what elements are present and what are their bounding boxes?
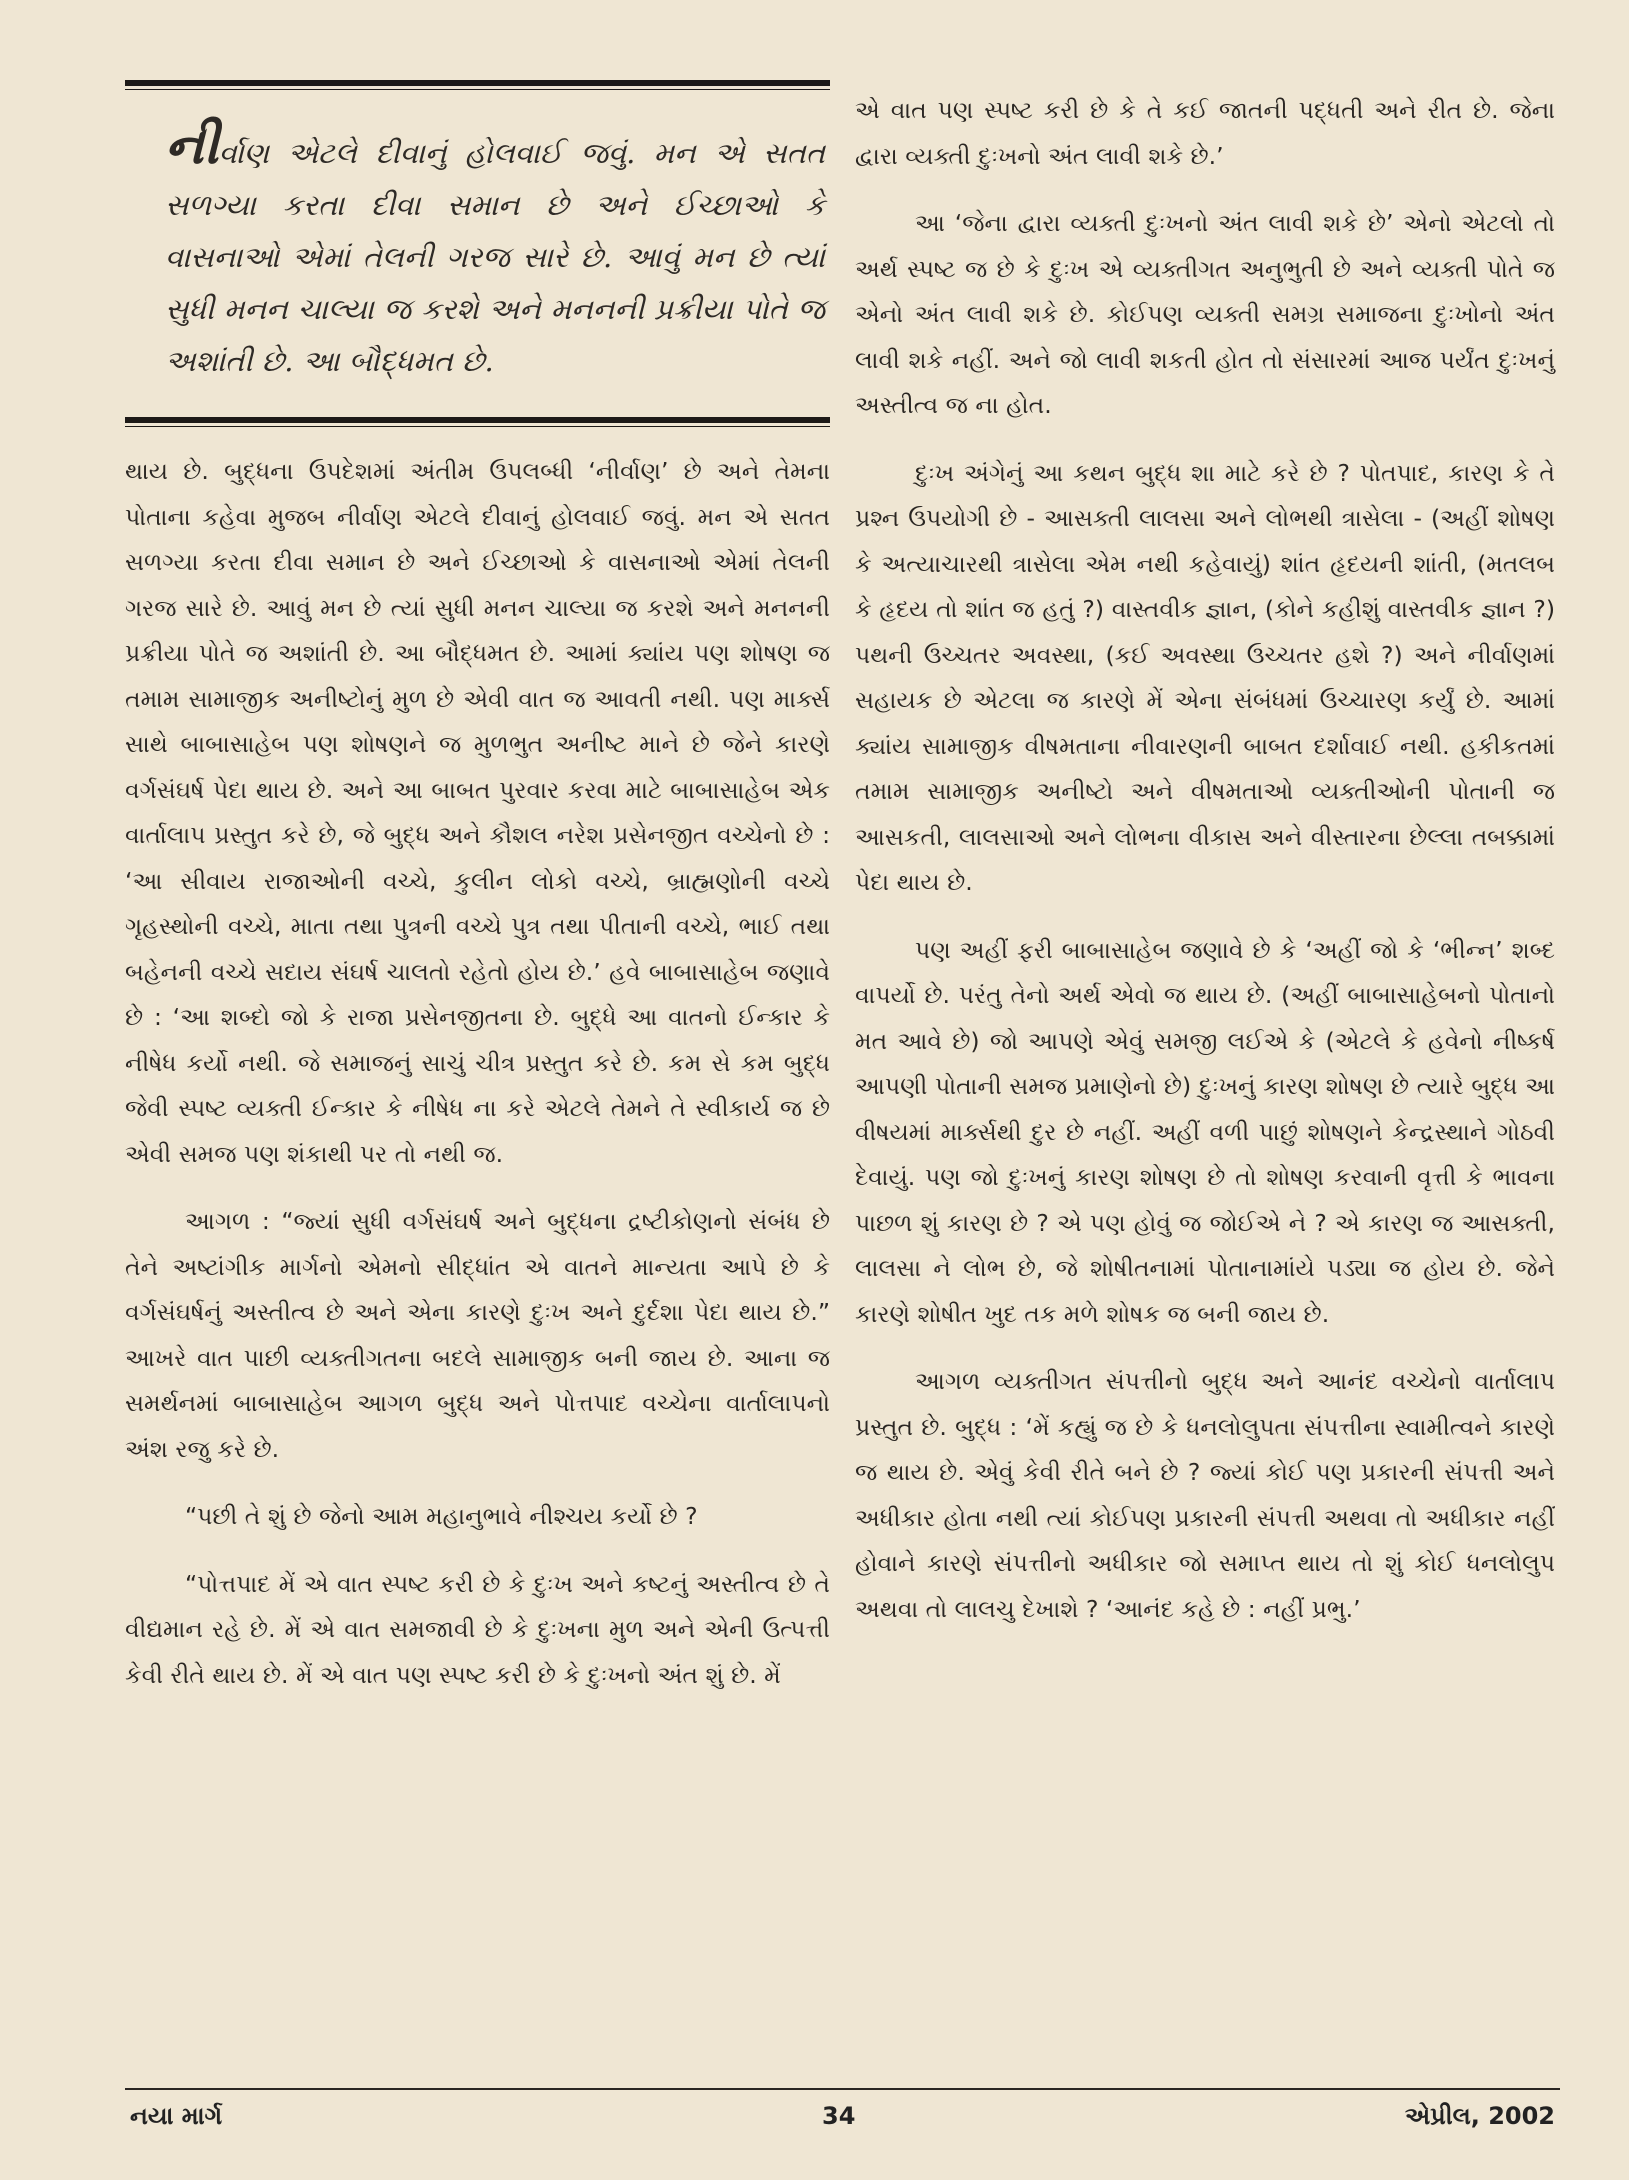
page-number: 34 <box>822 2102 856 2130</box>
paragraph: “પછી તે શું છે જેનો આમ મહાનુભાવે નીશ્ચય કર્યો છે ? <box>185 1502 698 1530</box>
paragraph: આગળ વ્યક્તીગત સંપત્તીનો બુદ્ધ અને આનંદ વચ્ચેનો વાર્તાલાપ પ્રસ્તુત છે. બુદ્ધ : ‘મેં કહ્યું જ છે કે ધનલોલુપતા સંપત્તીના સ્વામીત્વને કારણે જ થાય છે. એવું કેવી રીતે બને છે ? જ્યાં કોઈ પણ પ્રકારની સંપત્તી અને અધીકાર હોતા નથી ત્યાં કોઈપણ પ્રકારની સંપત્તી અથવા તો અધીકાર નહીં હોવાને કારણે સંપત્તીનો અધીકાર જો સમાપ્ત થાય તો શું કોઈ ધનલોલુપ અથવા તો લાલચુ દેખાશે ? ‘આનંદ કહે છે : નહીં પ્રભુ.’ <box>855 1367 1555 1623</box>
right-column <box>855 88 1555 1654</box>
left-column <box>125 80 830 1720</box>
issue-date: એપ્રીલ, 2002 <box>1404 2102 1555 2130</box>
pullquote-top-rule <box>125 80 830 90</box>
paragraph: “પોત્તપાદ મેં એ વાત સ્પષ્ટ કરી છે કે દુઃખ અને કષ્ટનું અસ્તીત્વ છે તે વીદ્યમાન રહે છે. મેં એ વાત સમજાવી છે કે દુઃખના મુળ અને એની ઉત્પત્તી કેવી રીતે થાય છે. મેં એ વાત પણ સ્પષ્ટ કરી છે કે દુઃખનો અંત શું છે. મેં <box>125 1569 830 1689</box>
paragraph: દુઃખ અંગેનું આ કથન બુદ્ધ શા માટે કરે છે ? પોતપાદ, કારણ કે તે પ્રશ્ન ઉપયોગી છે - આસક્તી લાલસા અને લોભથી ત્રાસેલા - (અહીં શોષણ કે અત્યાચારથી ત્રાસેલા એમ નથી કહેવાયું) શાંત હૃદયની શાંતી, (મતલબ કે હૃદય તો શાંત જ હતું ?) વાસ્તવીક જ્ઞાન, (કોને કહીશું વાસ્તવીક જ્ઞાન ?) પથની ઉચ્ચતર અવસ્થા, (કઈ અવસ્થા ઉચ્ચતર હશે ?) અને નીર્વાણમાં સહાયક છે એટલા જ કારણે મેં એના સંબંધમાં ઉચ્ચારણ કર્યું છે. આમાં ક્યાંય સામાજીક વીષમતાના નીવારણની બાબત દર્શાવાઈ નથી. હકીકતમાં તમામ સામાજીક અનીષ્ટો અને વીષમતાઓ વ્યક્તીઓની પોતાની જ આસકતી, લાલસાઓ અને લોભના વીકાસ અને વીસ્તારના છેલ્લા તબક્કામાં પેદા થાય છે. <box>855 458 1555 896</box>
paragraph: થાય છે. બુદ્ધના ઉપદેશમાં અંતીમ ઉપલબ્ધી ‘નીર્વાણ’ છે અને તેમના પોતાના કહેવા મુજબ નીર્વાણ એટલે દીવાનું હોલવાઈ જવું. મન એ સતત સળગ્યા કરતા દીવા સમાન છે અને ઈચ્છાઓ કે વાસનાઓ એમાં તેલની ગરજ સારે છે. આવું મન છે ત્યાં સુધી મનન ચાલ્યા જ કરશે અને મનનની પ્રક્રીયા પોતે જ અશાંતી છે. આ બૌદ્ધમત છે. આમાં ક્યાંય પણ શોષણ જ તમામ સામાજીક અનીષ્ટોનું મુળ છે એવી વાત જ આવતી નથી. પણ માર્ક્સ સાથે બાબાસાહેબ પણ શોષણને જ મુળભુત અનીષ્ટ માને છે જેને કારણે વર્ગસંઘર્ષ પેદા થાય છે. અને આ બાબત પુરવાર કરવા માટે બાબાસાહેબ એક વાર્તાલાપ પ્રસ્તુત કરે છે, જે બુદ્ધ અને કૌશલ નરેશ પ્રસેનજીત વચ્ચેનો છે : ‘આ સીવાય રાજાઓની વચ્ચે, કુલીન લોકો વચ્ચે, બ્રાહ્મણોની વચ્ચે ગૃહસ્થોની વચ્ચે, માતા તથા પુત્રની વચ્ચે પુત્ર તથા પીતાની વચ્ચે, ભાઈ તથા બહેનની વચ્ચે સદાય સંઘર્ષ ચાલતો રહેતો હોય છે.’ હવે બાબાસાહેબ જણાવે છે : ‘આ શબ્દો જો કે રાજા પ્રસેનજીતના છે. બુદ્ધે આ વાતનો ઈન્કાર કે નીષેધ કર્યો નથી. જે સમાજનું સાચું ચીત્ર પ્રસ્તુત કરે છે. કમ સે કમ બુદ્ધ જેવી સ્પષ્ટ વ્યક્તી ઈન્કાર કે નીષેધ ના કરે એટલે તેમને તે સ્વીકાર્ય જ છે એવી સમજ પણ શંકાથી પર તો નથી જ. <box>125 457 830 1168</box>
left-body <box>125 449 830 1698</box>
paragraph: પણ અહીં ફરી બાબાસાહેબ જણાવે છે કે ‘અહીં જો કે ‘ભીન્ન’ શબ્દ વાપર્યો છે. પરંતુ તેનો અર્થ એવો જ થાય છે. (અહીં બાબાસાહેબનો પોતાનો મત આવે છે) જો આપણે એવું સમજી લઈએ કે (એટલે કે હવેનો નીષ્કર્ષ આપણી પોતાની સમજ પ્રમાણેનો છે) દુઃખનું કારણ શોષણ છે ત્યારે બુદ્ધ આ વીષયમાં માર્ક્સથી દુર છે નહીં. અહીં વળી પાછું શોષણને કેન્દ્રસ્થાને ગોઠવી દેવાયું. પણ જો દુઃખનું કારણ શોષણ છે તો શોષણ કરવાની વૃત્તી કે ભાવના પાછળ શું કારણ છે ? એ પણ હોવું જ જોઈએ ને ? એ કારણ જ આસક્તી, લાલસા ને લોભ છે, જે શોષીતનામાં પોતાનામાંયે પડ્યા જ હોય છે. જેને કારણે શોષીત ખુદ તક મળે શોષક જ બની જાય છે. <box>855 935 1555 1328</box>
paragraph: આ ‘જેના દ્વારા વ્યક્તી દુઃખનો અંત લાવી શકે છે’ એનો એટલો તો અર્થ સ્પષ્ટ જ છે કે દુઃખ એ વ્યક્તીગત અનુભુતી છે અને વ્યક્તી પોતે જ એનો અંત લાવી શકે છે. કોઈપણ વ્યક્તી સમગ્ર સમાજના દુઃખોનો અંત લાવી શકે નહીં. અને જો લાવી શકતી હોત તો સંસારમાં આજ પર્યંત દુઃખનું અસ્તીત્વ જ ના હોત. <box>855 209 1555 419</box>
pullquote-text: ર્વાણ એટલે દીવાનું હોલવાઈ જવું. મન એ સતત સળગ્યા કરતા દીવા સમાન છે અને ઈચ્છાઓ કે વાસનાઓ એમાં તેલની ગરજ સારે છે. આવું મન છે ત્યાં સુધી મનન ચાલ્યા જ કરશે અને મનનની પ્રક્રીયા પોતે જ અશાંતી છે. આ બૌદ્ધમત છે. <box>165 136 825 378</box>
right-body <box>855 88 1555 1632</box>
pullquote <box>125 115 830 387</box>
pullquote-dropcap: ની <box>165 115 219 176</box>
paragraph: આગળ : “જ્યાં સુધી વર્ગસંઘર્ષ અને બુદ્ધના દ્રષ્ટીકોણનો સંબંધ છે તેને અષ્ટાંગીક માર્ગનો એમનો સીદ્ધાંત એ વાતને માન્યતા આપે છે કે વર્ગસંઘર્ષનું અસ્તીત્વ છે અને એના કારણે દુઃખ અને દુર્દશા પેદા થાય છે.” આખરે વાત પાછી વ્યક્તીગતના બદલે સામાજીક બની જાય છે. આના જ સમર્થનમાં બાબાસાહેબ આગળ બુદ્ધ અને પોત્તપાદ વચ્ચેના વાર્તાલાપનો અંશ રજુ કરે છે. <box>125 1207 830 1463</box>
magazine-name: નયા માર્ગ <box>130 2102 223 2130</box>
pullquote-bottom-rule <box>125 417 830 427</box>
paragraph: એ વાત પણ સ્પષ્ટ કરી છે કે તે કઈ જાતની પદ્ધતી અને રીત છે. જેના દ્વારા વ્યક્તી દુઃખનો અંત લાવી શકે છે.’ <box>855 96 1555 170</box>
page-footer <box>125 2088 1560 2130</box>
